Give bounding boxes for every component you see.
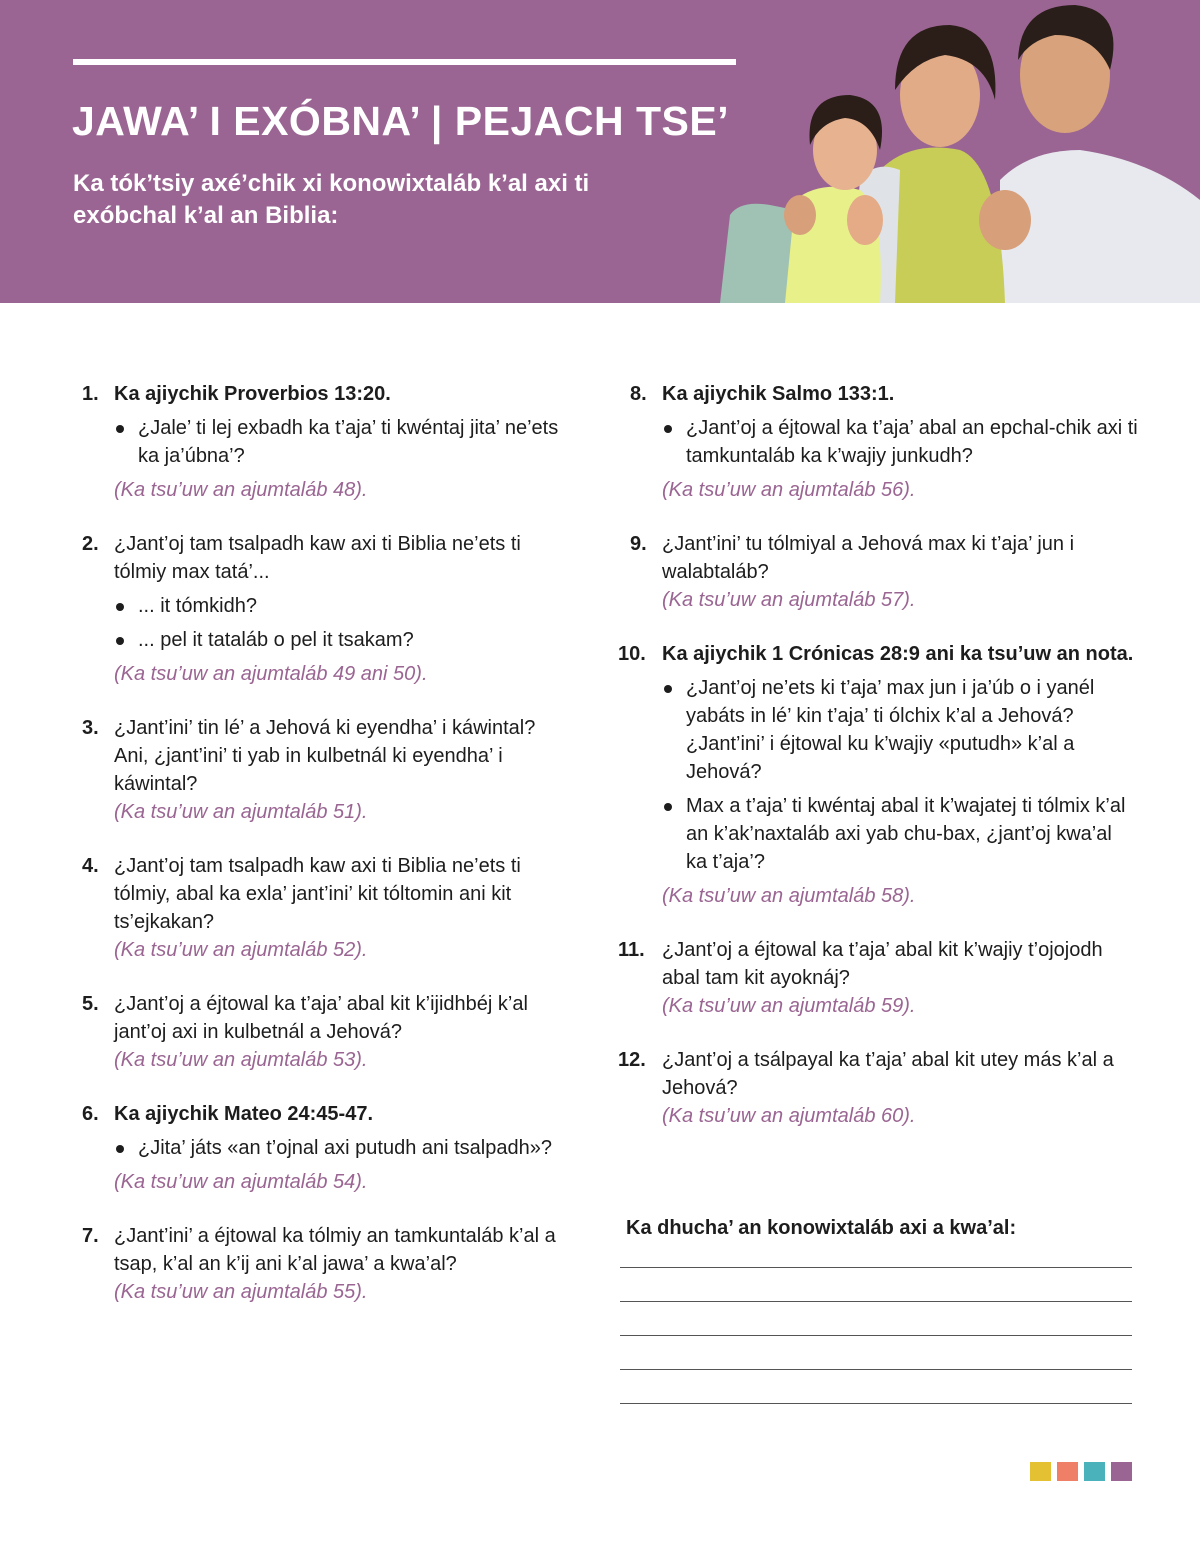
bullet-list [662, 674, 1138, 876]
question-number: 7. [82, 1225, 99, 1247]
paragraph-reference: (Ka tsu’uw an ajumtaláb 60). [662, 1105, 916, 1127]
coral-square [1057, 1462, 1078, 1481]
question-8 [618, 380, 1138, 504]
question-number: 6. [82, 1103, 99, 1125]
paragraph-reference: (Ka tsu’uw an ajumtaláb 57). [662, 589, 916, 611]
paragraph-reference: (Ka tsu’uw an ajumtaláb 49 ani 50). [114, 663, 428, 685]
note-line[interactable] [620, 1267, 1132, 1268]
bullet-list [114, 414, 560, 470]
question-9 [618, 530, 1138, 614]
question-text: ¿Jant’ini’ a éjtowal ka tólmiy an tamkuntaláb k’al a tsap, k’al an k’ij ani k’al jawa’ a kwa’al? [114, 1225, 556, 1275]
paragraph-reference: (Ka tsu’uw an ajumtaláb 52). [114, 939, 368, 961]
page-title: JAWA’ I EXÓBNA’ | PEJACH TSE’ [72, 98, 730, 144]
bullet-item: ... pel it tataláb o pel it tsakam? [114, 626, 560, 654]
question-text: Ka ajiychik Salmo 133:1. [662, 383, 895, 405]
question-2 [80, 530, 560, 688]
question-1 [80, 380, 560, 504]
question-number: 12. [618, 1049, 646, 1071]
questions-right-column [618, 380, 1138, 1130]
question-text: Ka ajiychik Mateo 24:45-47. [114, 1103, 374, 1125]
yellow-square [1030, 1462, 1051, 1481]
paragraph-reference: (Ka tsu’uw an ajumtaláb 53). [114, 1049, 368, 1071]
paragraph-reference: (Ka tsu’uw an ajumtaláb 48). [114, 479, 368, 501]
paragraph-reference: (Ka tsu’uw an ajumtaláb 59). [662, 995, 916, 1017]
question-4 [80, 852, 560, 964]
question-7 [80, 1222, 560, 1306]
banner-rule [73, 59, 736, 65]
note-line[interactable] [620, 1403, 1132, 1404]
paragraph-reference: (Ka tsu’uw an ajumtaláb 51). [114, 801, 368, 823]
question-11 [618, 936, 1138, 1020]
paragraph-reference: (Ka tsu’uw an ajumtaláb 58). [662, 885, 916, 907]
family-praying-illustration [700, 0, 1200, 303]
question-6 [80, 1100, 560, 1196]
paragraph-reference: (Ka tsu’uw an ajumtaláb 56). [662, 479, 916, 501]
teal-square [1084, 1462, 1105, 1481]
question-number: 11. [618, 939, 645, 961]
note-line[interactable] [620, 1369, 1132, 1370]
notes-label: Ka dhucha’ an konowixtaláb axi a kwa’al: [626, 1217, 1017, 1239]
bullet-item: Max a t’aja’ ti kwéntaj abal it k’wajatej ti tólmix k’al an k’ak’naxtaláb axi yab chu-bax, ¿jant’oj kwa’al ka t’aja’? [662, 792, 1138, 876]
question-12 [618, 1046, 1138, 1130]
question-number: 3. [82, 717, 99, 739]
question-number: 9. [630, 533, 647, 555]
question-text: ¿Jant’oj a tsálpayal ka t’aja’ abal kit utey más k’al a Jehová? [662, 1049, 1114, 1099]
bullet-list [114, 592, 560, 654]
question-text: ¿Jant’ini’ tu tólmiyal a Jehová max ki t’aja’ jun i walabtaláb? [662, 533, 1075, 583]
header-banner [0, 0, 1200, 303]
question-number: 4. [82, 855, 99, 877]
page-subtitle: Ka tók’tsiy axé’chik xi konowixtaláb k’al axi ti exóbchal k’al an Biblia: [73, 170, 590, 229]
bullet-item: ¿Jita’ játs «an t’ojnal axi putudh ani tsalpadh»? [114, 1134, 560, 1162]
bullet-item: ¿Jale’ ti lej exbadh ka t’aja’ ti kwéntaj jita’ ne’ets ka ja’úbna’? [114, 414, 560, 470]
paragraph-reference: (Ka tsu’uw an ajumtaláb 55). [114, 1281, 368, 1303]
question-text: ¿Jant’oj a éjtowal ka t’aja’ abal kit k’ijidhbéj k’al jant’oj axi in kulbetnál a Jehová? [114, 993, 528, 1043]
question-number: 10. [618, 643, 646, 665]
question-text: ¿Jant’ini’ tin lé’ a Jehová ki eyendha’ i káwintal? Ani, ¿jant’ini’ ti yab in kulbetnál ki eyendha’ i káwintal? [114, 717, 536, 795]
bullet-list [114, 1134, 560, 1162]
question-text: ¿Jant’oj a éjtowal ka t’aja’ abal kit k’wajiy t’ojojodh abal tam kit ayoknáj? [662, 939, 1103, 989]
paragraph-reference: (Ka tsu’uw an ajumtaláb 54). [114, 1171, 368, 1193]
question-3 [80, 714, 560, 826]
question-number: 5. [82, 993, 99, 1015]
question-number: 1. [82, 383, 99, 405]
question-text: ¿Jant’oj tam tsalpadh kaw axi ti Biblia ne’ets ti tólmiy max tatá’... [114, 533, 521, 583]
bullet-item: ... it tómkidh? [114, 592, 560, 620]
question-text: ¿Jant’oj tam tsalpadh kaw axi ti Biblia ne’ets ti tólmiy, abal ka exla’ jant’ini’ kit tóltomin ani kit ts’ejkakan? [114, 855, 521, 933]
note-line[interactable] [620, 1301, 1132, 1302]
questions-left-column [80, 380, 560, 1306]
question-text: Ka ajiychik 1 Crónicas 28:9 ani ka tsu’uw an nota. [662, 643, 1134, 665]
question-text: Ka ajiychik Proverbios 13:20. [114, 383, 391, 405]
question-number: 2. [82, 533, 99, 555]
bullet-item: ¿Jant’oj a éjtowal ka t’aja’ abal an epchal-chik axi ti tamkuntaláb ka k’wajiy junkudh? [662, 414, 1138, 470]
purple-square [1111, 1462, 1132, 1481]
note-line[interactable] [620, 1335, 1132, 1336]
question-5 [80, 990, 560, 1074]
decorative-color-squares [1030, 1462, 1132, 1481]
question-10 [618, 640, 1138, 910]
bullet-list [662, 414, 1138, 470]
question-number: 8. [630, 383, 647, 405]
bullet-item: ¿Jant’oj ne’ets ki t’aja’ max jun i ja’úb o i yanél yabáts in lé’ kin t’aja’ ti ólchix k’al a Jehová? ¿Jant’ini’ i éjtowal ku k’wajiy «putudh» k’al a Jehová? [662, 674, 1138, 786]
